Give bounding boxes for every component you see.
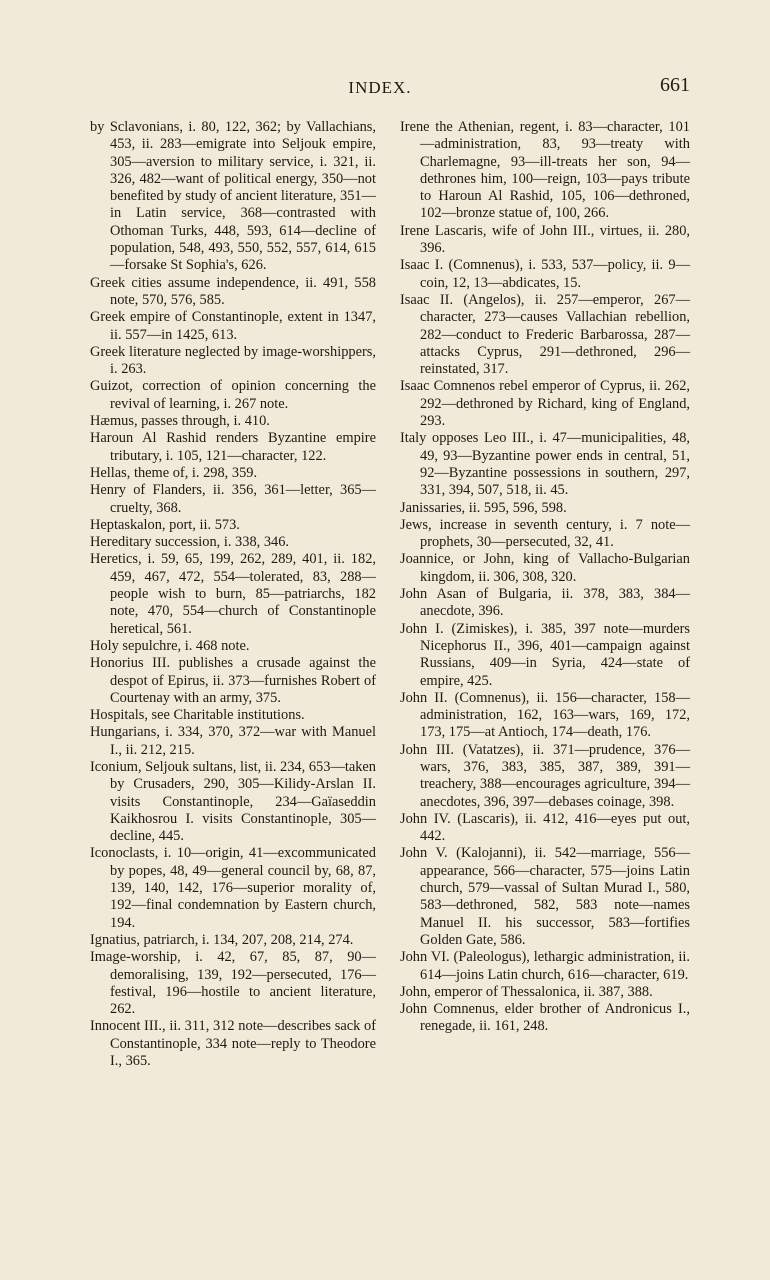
index-entry: Hereditary succession, i. 338, 346. [90, 534, 290, 551]
index-entry: Greek empire of Constantinople, extent in 1347, ii. 557—in 1425, 613. [90, 309, 376, 343]
index-entry: John VI. (Paleologus), lethargic administration, ii. 614—joins Latin church, 616—character, 619. [400, 949, 690, 983]
index-entry: Heptaskalon, port, ii. 573. [90, 516, 240, 533]
index-column-right [400, 119, 690, 1036]
page-number: 661 [660, 74, 690, 96]
index-entry: Hæmus, passes through, i. 410. [90, 413, 270, 430]
index-entry: Isaac II. (Angelos), ii. 257—emperor, 267—character, 273—causes Vallachian rebellion, 282—conduct to Frederic Barbarossa, 287—attacks Cyprus, 291—dethroned, 296—reinstated, 317. [400, 291, 690, 378]
index-entry: Hospitals, see Charitable institutions. [90, 707, 305, 724]
index-entry: John, emperor of Thessalonica, ii. 387, 388. [400, 983, 653, 1000]
index-entry: Joannice, or John, king of Vallacho-Bulgarian kingdom, ii. 306, 308, 320. [400, 551, 690, 585]
index-entry: Jews, increase in seventh century, i. 7 note—prophets, 30—persecuted, 32, 41. [400, 516, 690, 551]
index-entry: Isaac I. (Comnenus), i. 533, 537—policy, ii. 9—coin, 12, 13—abdicates, 15. [400, 257, 690, 291]
index-entry: Irene the Athenian, regent, i. 83—character, 101—administration, 83, 93—treaty with Charlemagne, 93—ill-treats her son, 94—dethrones him, 100—reign, 103—pays tribute to Haroun Al Rashid, 105, 106—dethroned, 102—bronze statue of, 100, 266. [400, 119, 690, 222]
index-entry: Henry of Flanders, ii. 356, 361—letter, 365—cruelty, 368. [90, 482, 376, 516]
index-entry: Hellas, theme of, i. 298, 359. [90, 464, 258, 481]
index-entry: Ignatius, patriarch, i. 134, 207, 208, 214, 274. [90, 931, 354, 948]
index-entry: John III. (Vatatzes), ii. 371—prudence, 376—wars, 376, 383, 385, 387, 389, 391—treachery, 388—encourages agriculture, 394—anecdotes, 396, 397—debases coinage, 398. [400, 741, 690, 810]
index-entry: John V. (Kalojanni), ii. 542—marriage, 556—appearance, 566—character, 575—joins Latin church, 579—vassal of Sultan Murad I., 580, 583—dethroned, 582, 583 note—names Manuel II. his successor, 583—fortifies Golden Gate, 586. [400, 845, 690, 948]
index-entry: Janissaries, ii. 595, 596, 598. [400, 499, 567, 516]
index-entry: Haroun Al Rashid renders Byzantine empire tributary, i. 105, 121—character, 122. [90, 430, 376, 464]
running-head: INDEX. [348, 78, 412, 97]
index-entry: Hungarians, i. 334, 370, 372—war with Manuel I., ii. 212, 215. [90, 724, 376, 758]
index-entry: Italy opposes Leo III., i. 47—municipalities, 48, 49, 93—Byzantine power ends in central, 51, 92—Byzantine possessions in southern, 297, 331, 394, 507, 518, ii. 45. [400, 430, 690, 499]
index-entry: John Asan of Bulgaria, ii. 378, 383, 384—anecdote, 396. [400, 586, 690, 620]
index-entry: Heretics, i. 59, 65, 199, 262, 289, 401, ii. 182, 459, 467, 472, 554—tolerated, 83, 288—people wish to burn, 85—patriarchs, 182 note, 470, 554—church of Constantinople heretical, 561. [90, 551, 376, 637]
index-entry: Isaac Comnenos rebel emperor of Cyprus, ii. 262, 292—dethroned by Richard, king of England, 293. [400, 378, 690, 430]
index-column-left [90, 119, 376, 1070]
index-entry: John II. (Comnenus), ii. 156—character, 158—administration, 162, 163—wars, 169, 172, 173, 175—at Antioch, 174—death, 176. [400, 689, 690, 741]
index-entry: Image-worship, i. 42, 67, 85, 87, 90—demoralising, 139, 192—persecuted, 176—festival, 196—hostile to ancient literature, 262. [90, 949, 376, 1018]
index-entry: Greek cities assume independence, ii. 491, 558 note, 570, 576, 585. [90, 274, 376, 308]
page-header [70, 74, 690, 104]
index-entry: John Comnenus, elder brother of Andronicus I., renegade, ii. 161, 248. [400, 1001, 690, 1035]
index-entry: John I. (Zimiskes), i. 385, 397 note—murders Nicephorus II., 396, 401—campaign against Russians, 409—in Syria, 424—state of empire, 425. [400, 620, 690, 689]
index-entry: by Sclavonians, i. 80, 122, 362; by Vallachians, 453, ii. 283—emigrate into Seljouk empire, 305—aversion to military service, i. 321, ii. 326, 482—want of political energy, 350—not benefited by study of ancient literature, 351—in Latin service, 368—contrasted with Othoman Turks, 448, 593, 614—decline of population, 548, 493, 550, 552, 557, 614, 615—forsake St Sophia's, 626. [90, 119, 376, 274]
index-entry: Innocent III., ii. 311, 312 note—describes sack of Constantinople, 334 note—reply to Theodore I., 365. [90, 1018, 376, 1070]
index-entry: Greek literature neglected by image-worshippers, i. 263. [90, 343, 376, 378]
index-entry: Iconium, Seljouk sultans, list, ii. 234, 653—taken by Crusaders, 290, 305—Kilidy-Arslan II. visits Constantinople, 234—Gaïaseddin Kaikhosrou I. visits Constantinople, 305—decline, 445. [90, 758, 376, 845]
index-entry: Irene Lascaris, wife of John III., virtues, ii. 280, 396. [400, 222, 690, 257]
index-entry: Holy sepulchre, i. 468 note. [90, 637, 250, 654]
index-entry: Honorius III. publishes a crusade against the despot of Epirus, ii. 373—furnishes Robert of Courtenay with an army, 375. [90, 655, 376, 706]
index-entry: Iconoclasts, i. 10—origin, 41—excommunicated by popes, 48, 49—general council by, 68, 87, 139, 140, 142, 176—superior morality of, 192—final condemnation by Eastern church, 194. [90, 845, 376, 931]
index-entry: John IV. (Lascaris), ii. 412, 416—eyes put out, 442. [400, 810, 690, 845]
index-entry: Guizot, correction of opinion concerning the revival of learning, i. 267 note. [90, 378, 376, 412]
